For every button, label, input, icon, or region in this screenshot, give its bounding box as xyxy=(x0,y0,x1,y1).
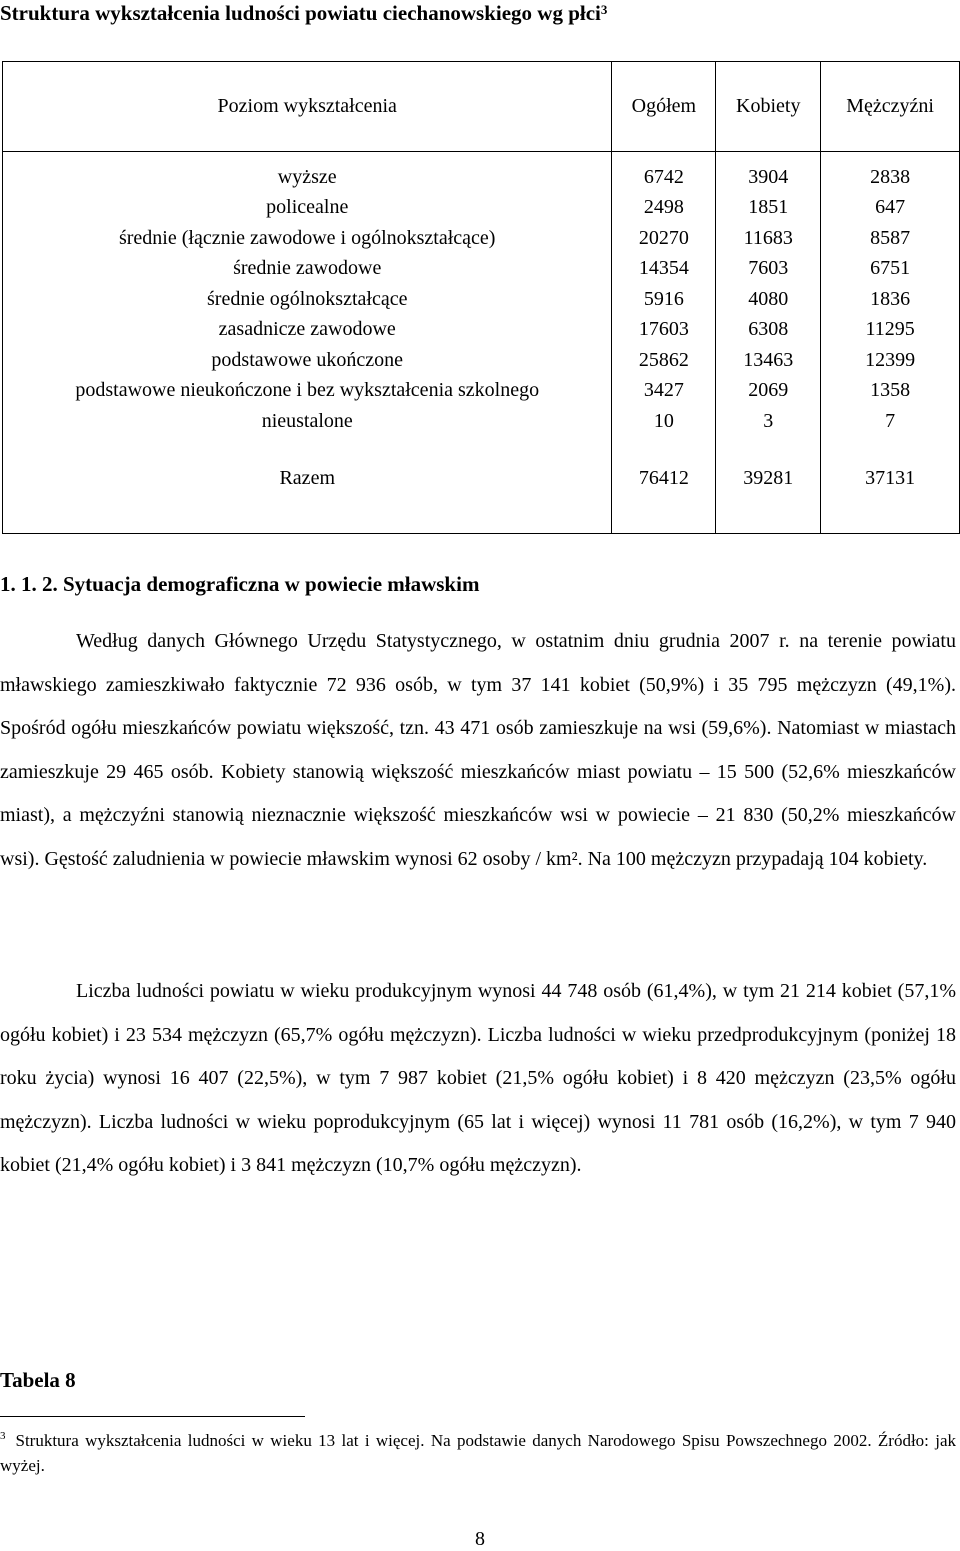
footnote-separator xyxy=(0,1416,305,1417)
footnote xyxy=(0,1428,956,1478)
table-spacer-row xyxy=(3,437,960,463)
table-row xyxy=(3,345,960,376)
cell-women: 13463 xyxy=(716,345,821,376)
table-total-row xyxy=(3,463,960,534)
table-row xyxy=(3,315,960,346)
cell-level: średnie zawodowe xyxy=(3,254,612,285)
education-table-body xyxy=(3,62,960,534)
cell-women: 11683 xyxy=(716,223,821,254)
cell-women: 3 xyxy=(716,406,821,437)
header-total: Ogółem xyxy=(612,62,716,152)
cell-total: 25862 xyxy=(612,345,716,376)
cell-total: 10 xyxy=(612,406,716,437)
table-row xyxy=(3,254,960,285)
table-row xyxy=(3,376,960,407)
cell-level: podstawowe nieukończone i bez wykształcenia szkolnego xyxy=(3,376,612,407)
cell-total: 17603 xyxy=(612,315,716,346)
cell-level: nieustalone xyxy=(3,406,612,437)
total-cell-level: Razem xyxy=(3,463,612,534)
total-cell-total: 76412 xyxy=(612,463,716,534)
total-cell-men: 37131 xyxy=(821,463,960,534)
cell-men: 1358 xyxy=(821,376,960,407)
cell-total: 5916 xyxy=(612,284,716,315)
cell-level: wyższe xyxy=(3,162,612,193)
cell-women: 2069 xyxy=(716,376,821,407)
page-number: 8 xyxy=(475,1528,485,1550)
cell-men: 1836 xyxy=(821,284,960,315)
header-women: Kobiety xyxy=(716,62,821,152)
title-text: Struktura wykształcenia ludności powiatu ciechanowskiego wg płci xyxy=(0,1,601,25)
cell-level: podstawowe ukończone xyxy=(3,345,612,376)
cell-women: 7603 xyxy=(716,254,821,285)
table-row xyxy=(3,406,960,437)
footnote-marker: 3 xyxy=(0,1430,6,1442)
cell-level: policealne xyxy=(3,193,612,224)
table-row xyxy=(3,162,960,193)
section-heading: 1. 1. 2. Sytuacja demograficzna w powiecie mławskim xyxy=(0,572,480,596)
table-row xyxy=(3,193,960,224)
cell-men: 7 xyxy=(821,406,960,437)
cell-men: 11295 xyxy=(821,315,960,346)
education-table xyxy=(2,61,960,534)
table-spacer-row xyxy=(3,152,960,163)
cell-total: 6742 xyxy=(612,162,716,193)
title-footnote-ref: 3 xyxy=(600,2,608,17)
total-cell-women: 39281 xyxy=(716,463,821,534)
paragraph-age-structure-text: Liczba ludności powiatu w wieku produkcyjnym wynosi 44 748 osób (61,4%), w tym 21 214 kobiet (57,1% ogółu kobiet) i 23 534 mężczyzn (65,7% ogółu mężczyzn). Liczba ludności w wieku przedprodukcyjnym (poniżej 18 roku życia) wynosi 16 407 (22,5%), w tym 7 987 kobiet (21,5% ogółu kobiet) i 8 420 mężczyzn (23,5% ogółu mężczyzn). Liczba ludności w wieku poprodukcyjnym (65 lat i więcej) wynosi 11 781 osób (16,2%), w tym 7 940 kobiet (21,4% ogółu kobiet) i 3 841 mężczyzn (10,7% ogółu mężczyzn). xyxy=(0,980,956,1176)
table-row xyxy=(3,284,960,315)
table-caption: Tabela 8 xyxy=(0,1368,76,1392)
cell-total: 2498 xyxy=(612,193,716,224)
cell-level: średnie ogólnokształcące xyxy=(3,284,612,315)
cell-men: 6751 xyxy=(821,254,960,285)
cell-level: średnie (łącznie zawodowe i ogólnokształcące) xyxy=(3,223,612,254)
cell-men: 12399 xyxy=(821,345,960,376)
cell-men: 2838 xyxy=(821,162,960,193)
header-men: Mężczyźni xyxy=(821,62,960,152)
header-level: Poziom wykształcenia xyxy=(3,62,612,152)
cell-women: 4080 xyxy=(716,284,821,315)
paragraph-demography-text: Według danych Głównego Urzędu Statystycznego, w ostatnim dniu grudnia 2007 r. na terenie powiatu mławskiego zamieszkiwało faktycznie 72 936 osób, w tym 37 141 kobiet (50,9%) i 35 795 mężczyzn (49,1%). Spośród ogółu mieszkańców powiatu większość, tzn. 43 471 osób zamieszkuje na wsi (59,6%). Natomiast w miastach zamieszkuje 29 465 osób. Kobiety stanowią większość mieszkańców miast powiatu – 15 500 (52,6% mieszkańców miast), a mężczyźni stanowią nieznacznie większość mieszkańców wsi w powiecie – 21 830 (50,2% mieszkańców wsi). Gęstość zaludnienia w powiecie mławskim wynosi 62 osoby / km². Na 100 mężczyzn przypadają 104 kobiety. xyxy=(0,630,956,870)
cell-women: 6308 xyxy=(716,315,821,346)
cell-total: 3427 xyxy=(612,376,716,407)
cell-total: 20270 xyxy=(612,223,716,254)
cell-women: 3904 xyxy=(716,162,821,193)
table-header-row xyxy=(3,62,960,152)
paragraph-demography xyxy=(0,620,956,881)
paragraph-age-structure xyxy=(0,970,956,1188)
cell-level: zasadnicze zawodowe xyxy=(3,315,612,346)
footnote-text: Struktura wykształcenia ludności w wieku 13 lat i więcej. Na podstawie danych Narodowego Spisu Powszechnego 2002. Źródło: jak wyżej. xyxy=(0,1431,956,1475)
document-title xyxy=(0,0,960,26)
cell-women: 1851 xyxy=(716,193,821,224)
cell-total: 14354 xyxy=(612,254,716,285)
table-row xyxy=(3,223,960,254)
cell-men: 8587 xyxy=(821,223,960,254)
cell-men: 647 xyxy=(821,193,960,224)
